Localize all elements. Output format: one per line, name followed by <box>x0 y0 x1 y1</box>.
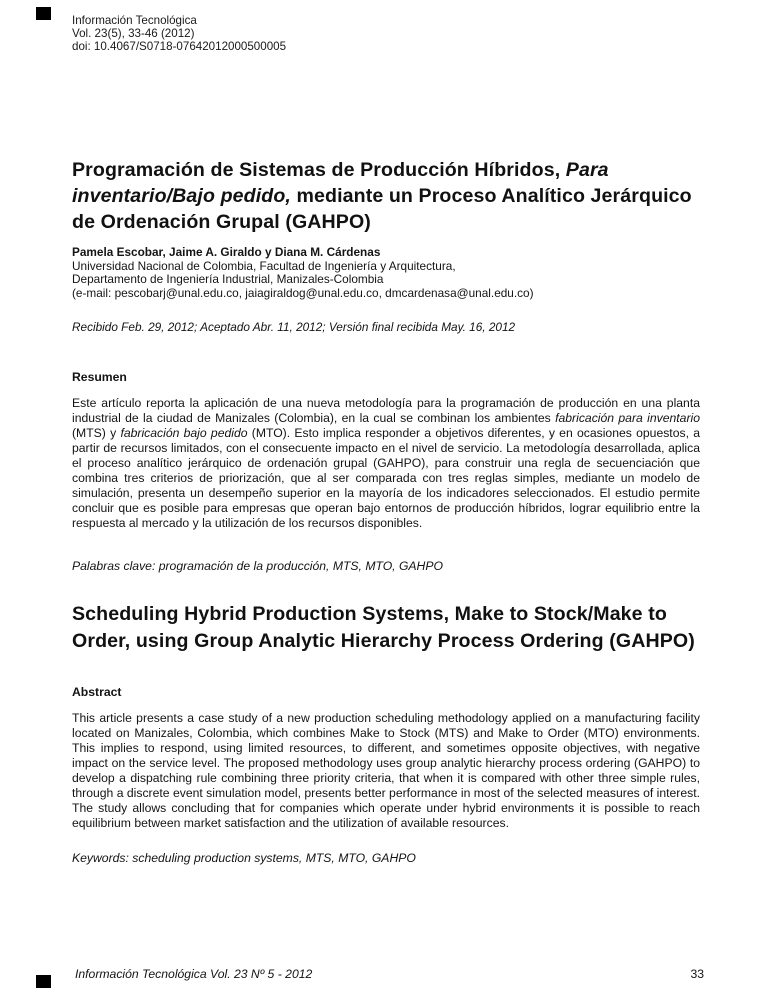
page-footer <box>75 967 704 981</box>
resumen-heading: Resumen <box>72 370 127 385</box>
journal-volume: Vol. 23(5), 33-46 (2012) <box>72 27 195 40</box>
author-block <box>72 246 700 300</box>
article-title-english: Scheduling Hybrid Production Systems, Make to Stock/Make to Order, using Group Analytic Hierarchy Process Ordering (GAHPO) <box>72 603 695 653</box>
keywords-english: Keywords: scheduling production systems, MTS, MTO, GAHPO <box>72 851 416 866</box>
footer-page-number: 33 <box>690 967 704 981</box>
author-emails: (e-mail: pescobarj@unal.edu.co, jaiagiraldog@unal.edu.co, dmcardenasa@unal.edu.co) <box>72 285 534 300</box>
abstract-heading: Abstract <box>72 685 122 700</box>
article-title-spanish: Programación de Sistemas de Producción Híbridos, Para inventario/Bajo pedido, mediante un Proceso Analítico Jerárquico de Ordenación Grupal (GAHPO) <box>72 159 692 233</box>
affiliation-line-1: Universidad Nacional de Colombia, Facultad de Ingeniería y Arquitectura, <box>72 258 456 273</box>
registration-mark-top <box>36 7 51 20</box>
received-dates: Recibido Feb. 29, 2012; Aceptado Abr. 11, 2012; Versión final recibida May. 16, 2012 <box>72 320 516 335</box>
footer-journal-line: Información Tecnológica Vol. 23 Nº 5 - 2012 <box>75 967 313 981</box>
abstract-spanish: Este artículo reporta la aplicación de una nueva metodología para la programación de producción en una planta industrial de la ciudad de Manizales (Colombia), en la cual se combinan los ambientes fabricación para inventario (MTS) y fabricación bajo pedido (MTO). Esto implica responder a objetivos diferentes, y en ocasiones opuestos, a partir de recursos limitados, con el consecuente impacto en el nivel de servicio. La metodología desarrollada, aplica el proceso analítico jerárquico de ordenación grupal (GAHPO), para construir una regla de secuenciación que combina tres criterios de priorización, que al ser comparada con tres reglas simples, mediante un modelo de simulación, presenta un desempeño superior en la mayoría de los indicadores seleccionados. El estudio permite concluir que es posible para empresas que operan bajo entornos de producción híbridos, lograr equilibrio entre la respuesta al mercado y la utilización de los recursos disponibles. <box>72 396 701 531</box>
author-names: Pamela Escobar, Jaime A. Giraldo y Diana M. Cárdenas <box>72 245 381 259</box>
journal-name: Información Tecnológica <box>72 14 197 27</box>
registration-mark-bottom <box>36 975 51 988</box>
keywords-spanish: Palabras clave: programación de la producción, MTS, MTO, GAHPO <box>72 559 443 574</box>
journal-doi: doi: 10.4067/S0718-07642012000500005 <box>72 40 287 53</box>
abstract-english: This article presents a case study of a new production scheduling methodology applied on a manufacturing facility located on Manizales, Colombia, which combines Make to Stock (MTS) and Make to Order (MTO) environments. This implies to respond, using limited resources, to different, and sometimes opposite objectives, with negative impact on the service level. The proposed methodology uses group analytic hierarchy process ordering (GAHPO) to develop a dispatching rule combining three priority criteria, that when it is compared with other three simple rules, through a discrete event simulation model, presents better performance in most of the selected measures of interest. The study allows concluding that for companies which operate under hybrid environments it is possible to reach equilibrium between market satisfaction and the utilization of available resources. <box>72 711 700 831</box>
affiliation-line-2: Departamento de Ingeniería Industrial, Manizales-Colombia <box>72 272 384 287</box>
journal-header <box>72 14 700 53</box>
